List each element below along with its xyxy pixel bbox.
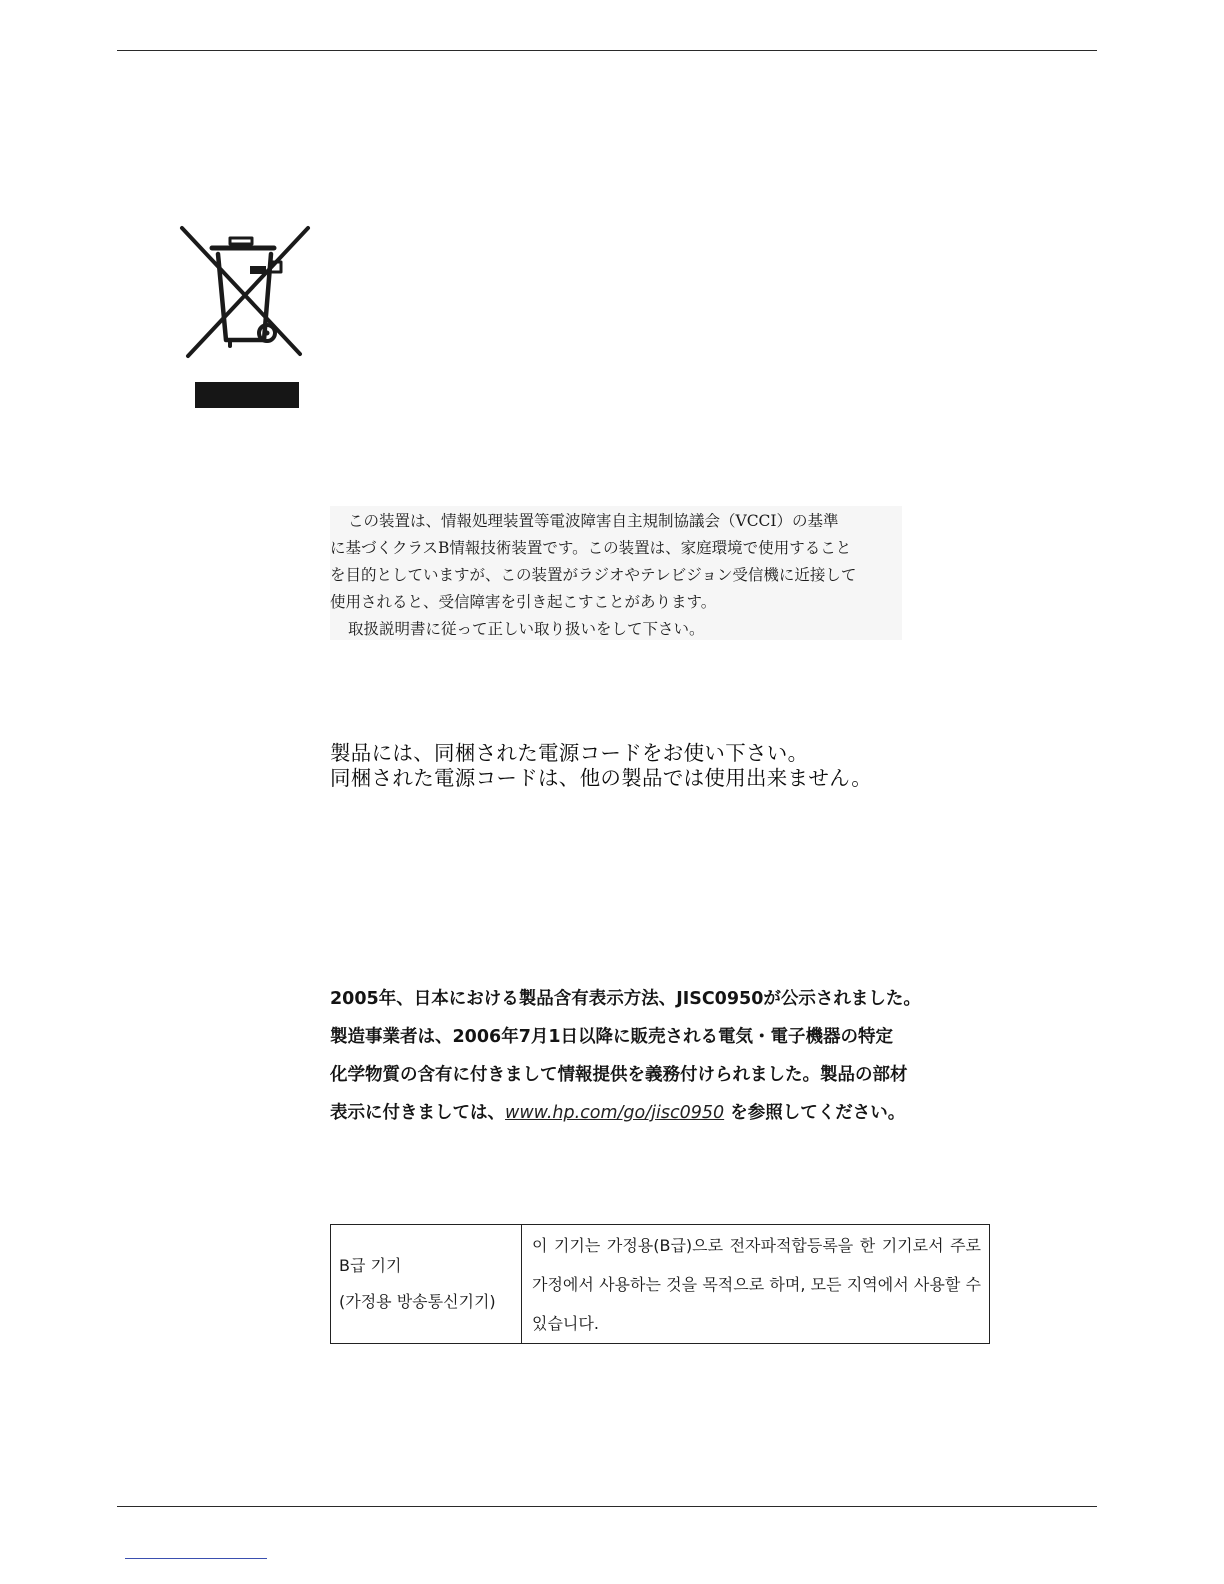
header-rule: [117, 50, 1097, 51]
power-cord-line: 同梱された電源コードは、他の製品では使用出来ません。: [330, 766, 873, 790]
class-statement: 이 기기는 가정용(B급)으로 전자파적합등록을 한 기기로서 주로 가정에서 사용하는 것을 목적으로 하며, 모든 지역에서 사용할 수 있습니다.: [532, 1235, 981, 1333]
class-label-cell: [331, 1225, 522, 1344]
jisc-line-prefix: 表示に付きましては、: [330, 1103, 505, 1123]
korea-class-b-table: [330, 1224, 990, 1344]
table-row: [331, 1225, 990, 1344]
vcci-line: 使用されると、受信障害を引き起こすことがあります。: [330, 593, 717, 611]
class-sublabel: (가정용 방송통신기기): [339, 1292, 496, 1311]
vcci-line: に基づくクラスB情報技術装置です。この装置は、家庭環境で使用すること: [330, 539, 852, 557]
power-cord-line: 製品には、同梱された電源コードをお使い下さい。: [330, 741, 809, 765]
class-statement-cell: [522, 1225, 990, 1344]
vcci-line: を目的としていますが、この装置がラジオやテレビジョン受信機に近接して: [330, 566, 857, 584]
jisc-line: 製造事業者は、2006年7月1日以降に販売される電気・電子機器の特定: [330, 1027, 894, 1047]
jisc-line: 化学物質の含有に付きまして情報提供を義務付けられました。製品の部材: [330, 1065, 908, 1085]
vcci-notice: [330, 506, 902, 640]
power-cord-notice: [330, 741, 872, 791]
vcci-line: この装置は、情報処理装置等電波障害自主規制協議会（VCCI）の基準: [348, 512, 839, 530]
jisc-notice: [330, 980, 921, 1132]
class-label: B급 기기: [339, 1256, 402, 1275]
jisc-line-suffix: を参照してください。: [730, 1103, 906, 1123]
jisc-line-with-link: [330, 1094, 921, 1132]
jisc-line: 2005年、日本における製品含有表示方法、JISC0950が公示されました。: [330, 989, 921, 1009]
footer-link-underline: [125, 1558, 267, 1559]
vcci-line: 取扱説明書に従って正しい取り扱いをして下さい。: [348, 620, 705, 638]
jisc-link[interactable]: www.hp.com/go/jisc0950: [505, 1103, 725, 1123]
weee-separate-collection-bar: [195, 382, 299, 408]
footer-rule: [117, 1506, 1097, 1507]
